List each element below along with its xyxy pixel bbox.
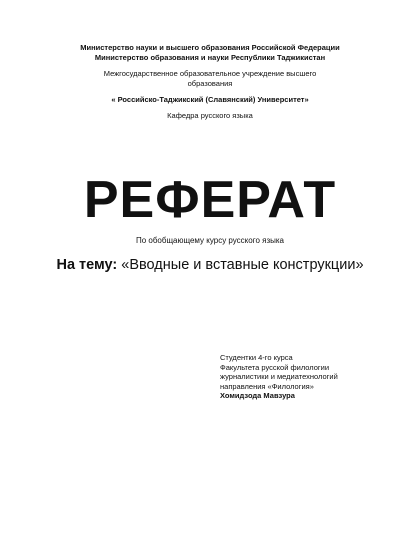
author-faculty-2: журналистики и медиатехнологий — [220, 372, 338, 381]
author-course: Студентки 4-го курса — [220, 353, 293, 362]
document-title: РЕФЕРАТ — [83, 171, 337, 229]
university-name: « Российско-Таджикский (Славянский) Университет» — [111, 95, 309, 104]
institution-line-1: Межгосударственное образовательное учреждение высшего — [103, 69, 317, 78]
institution-header — [0, 43, 420, 121]
topic-prefix: На тему: — [56, 257, 118, 273]
department-name: Кафедра русского языка — [167, 111, 253, 120]
course-subtitle: По обобщающему курсу русского языка — [135, 236, 285, 245]
topic-text: «Вводные и вставные конструкции» — [117, 257, 364, 273]
institution-line-2: образования — [187, 79, 233, 88]
ministry-line-1: Министерство науки и высшего образования Российской Федерации — [80, 43, 340, 52]
author-name: Хомидзода Мавзура — [220, 391, 295, 400]
topic-line — [0, 256, 420, 274]
author-block — [220, 353, 410, 401]
ministry-line-2: Министерство образования и науки Республики Таджикистан — [94, 53, 326, 62]
author-direction: направления «Филология» — [220, 381, 314, 391]
author-faculty-1: Факультета русской филологии — [220, 362, 330, 372]
